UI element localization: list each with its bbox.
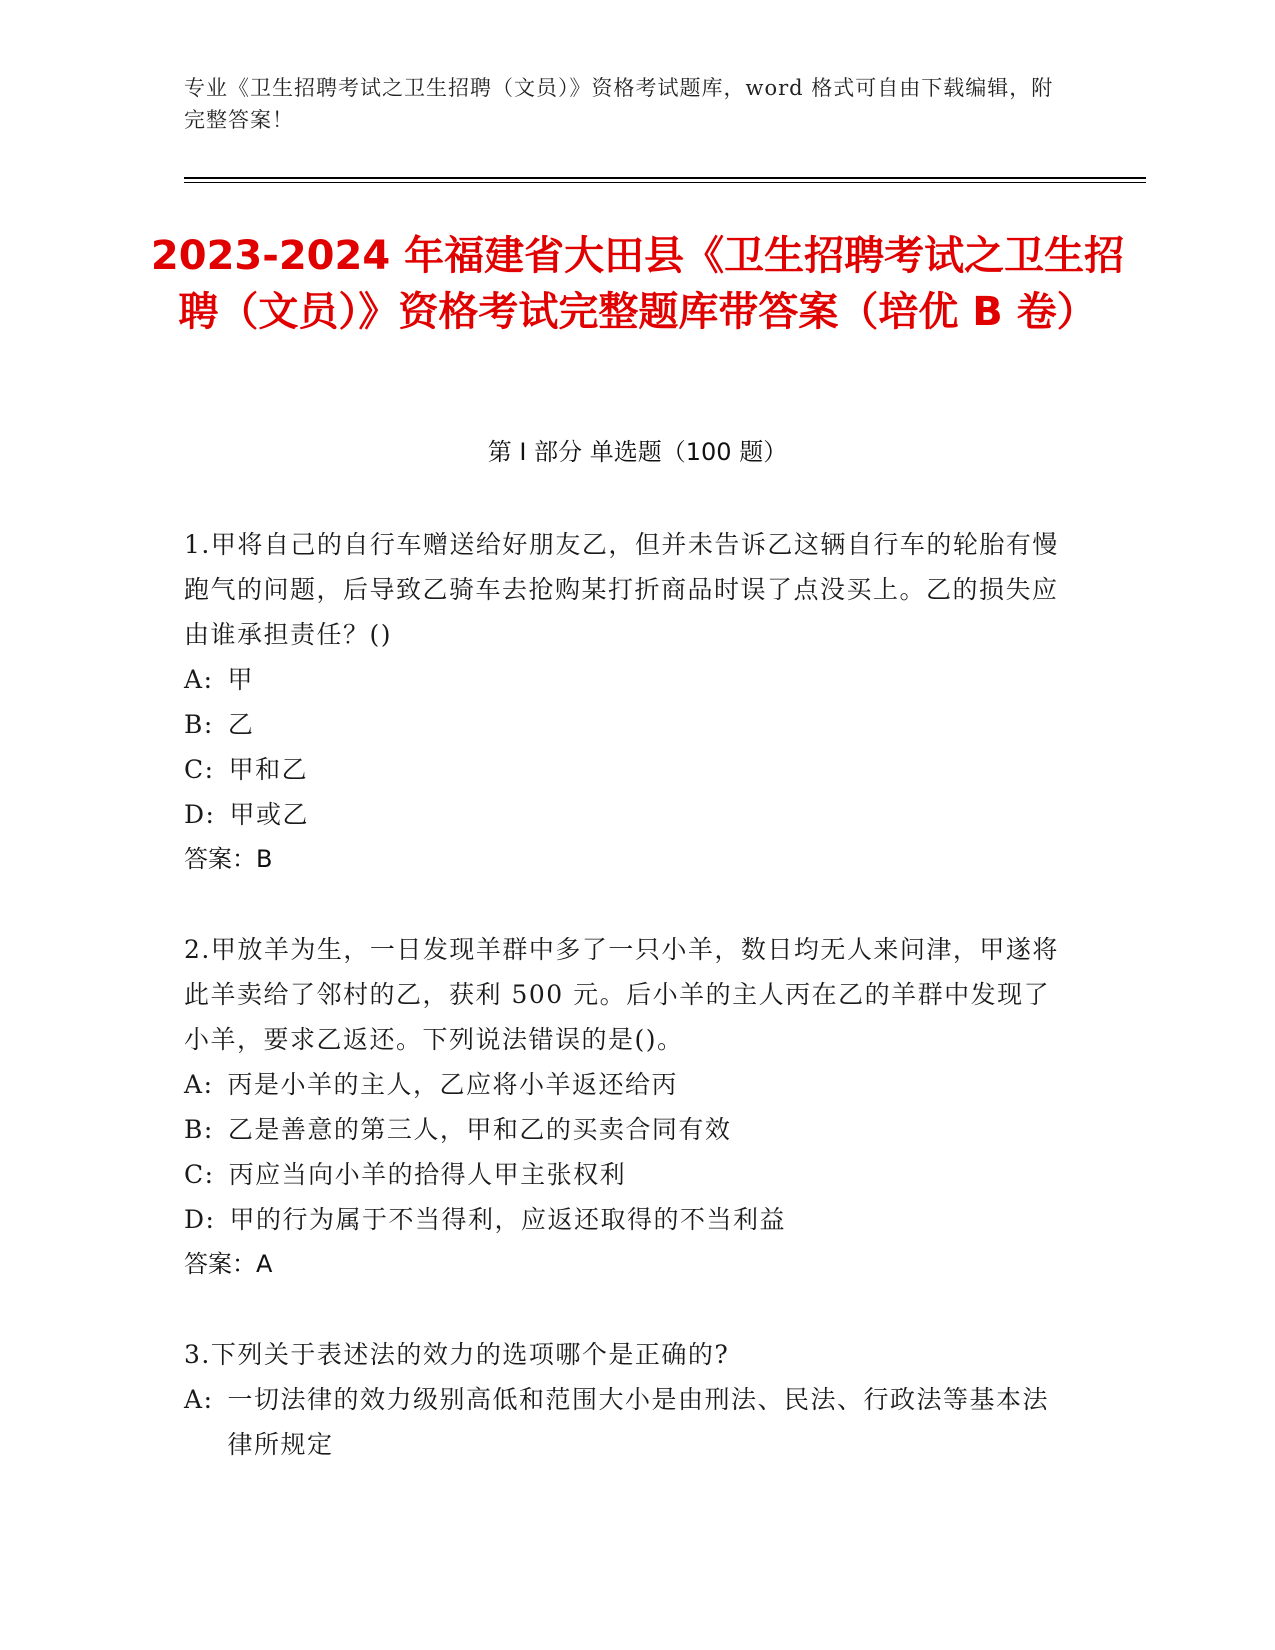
answer-line: 答案：B	[184, 845, 273, 873]
option-text: 甲	[227, 665, 255, 694]
option-d	[184, 1197, 1074, 1242]
option-text: 丙应当向小羊的拾得人甲主张权利	[228, 1160, 627, 1189]
option-b	[184, 1107, 1074, 1152]
option-c	[184, 747, 1074, 792]
option-letter: B	[184, 1115, 204, 1144]
option-letter: C	[184, 1160, 205, 1189]
option-separator: :	[203, 710, 214, 739]
question-3	[184, 1332, 1074, 1467]
header-note: 专业《卫生招聘考试之卫生招聘（文员）》资格考试题库，word 格式可自由下载编辑，附完整答案！	[184, 76, 1054, 132]
option-b	[184, 702, 1074, 747]
option-separator: :	[203, 1070, 214, 1099]
option-text: 乙是善意的第三人，甲和乙的买卖合同有效	[227, 1115, 732, 1144]
option-text: 乙	[227, 710, 255, 739]
option-separator: :	[204, 755, 215, 784]
option-text: 甲的行为属于不当得利，应返还取得的不当利益	[229, 1205, 786, 1234]
option-text: 一切法律的效力级别高低和范围大小是由刑法、民法、行政法等基本法律所规定	[227, 1385, 1050, 1459]
question-stem: 1.甲将自己的自行车赠送给好朋友乙，但并未告诉乙这辆自行车的轮胎有慢跑气的问题，后导致乙骑车去抢购某打折商品时误了点没买上。乙的损失应由谁承担责任？()	[184, 530, 1059, 649]
question-stem: 3.下列关于表述法的效力的选项哪个是正确的?	[184, 1340, 730, 1369]
option-text: 丙是小羊的主人，乙应将小羊返还给丙	[227, 1070, 679, 1099]
option-separator: :	[205, 1205, 216, 1234]
question-list	[184, 522, 1074, 1512]
option-a	[184, 657, 1074, 702]
header-divider-thin	[184, 182, 1146, 183]
answer-line: 答案：A	[184, 1250, 273, 1278]
option-a	[184, 1062, 1074, 1107]
document-title: 2023-2024 年福建省大田县《卫生招聘考试之卫生招聘（文员）》资格考试完整题库带答案（培优 B 卷）	[150, 233, 1125, 335]
option-letter: A	[184, 1385, 204, 1414]
section-title: 第 I 部分 单选题（100 题）	[487, 438, 788, 466]
option-letter: D	[184, 800, 206, 829]
option-a	[184, 1377, 1074, 1467]
option-d	[184, 792, 1074, 837]
option-c	[184, 1152, 1074, 1197]
option-separator: :	[203, 1115, 214, 1144]
option-separator: :	[203, 665, 214, 694]
option-letter: C	[184, 755, 205, 784]
header-divider-thick	[184, 177, 1146, 179]
question-stem: 2.甲放羊为生，一日发现羊群中多了一只小羊，数日均无人来问津，甲遂将此羊卖给了邻村的乙，获利 500 元。后小羊的主人丙在乙的羊群中发现了小羊，要求乙返还。下列说法错误的是()。	[184, 935, 1059, 1054]
option-letter: A	[184, 1070, 204, 1099]
option-separator: :	[203, 1385, 214, 1414]
question-2	[184, 927, 1074, 1287]
option-text: 甲或乙	[229, 800, 309, 829]
option-letter: D	[184, 1205, 206, 1234]
option-separator: :	[204, 1160, 215, 1189]
option-letter: B	[184, 710, 204, 739]
option-letter: A	[184, 665, 204, 694]
question-1	[184, 522, 1074, 882]
option-text: 甲和乙	[228, 755, 309, 784]
option-separator: :	[205, 800, 216, 829]
